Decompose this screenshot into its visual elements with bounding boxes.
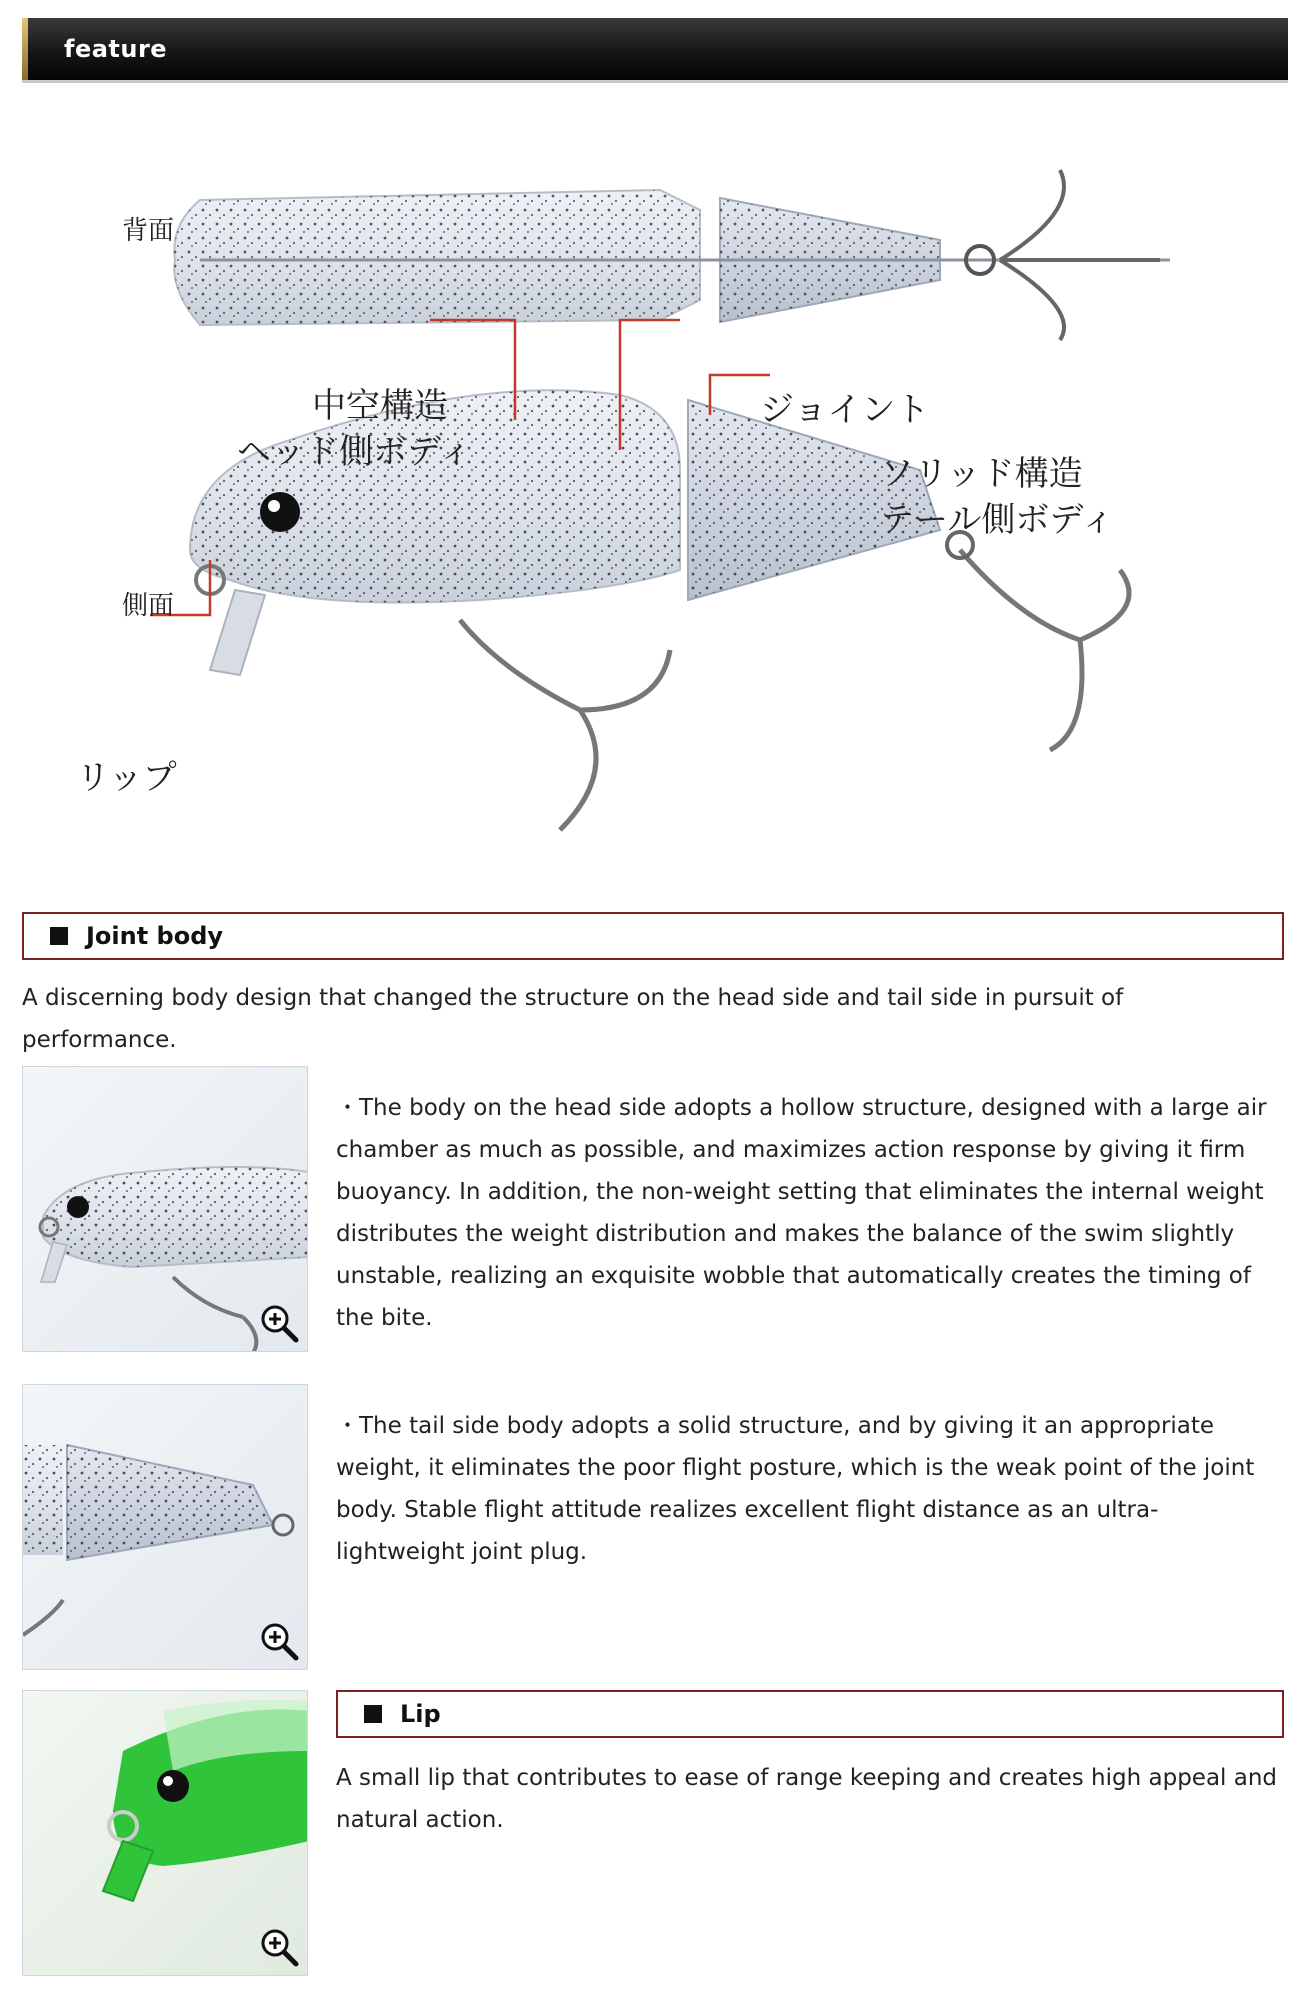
lure-diagram bbox=[60, 150, 1240, 870]
bullet-square-icon bbox=[364, 1705, 382, 1723]
thumbnail-tail-body[interactable] bbox=[22, 1384, 308, 1670]
callout-lip: リップ bbox=[76, 758, 177, 798]
zoom-in-icon[interactable] bbox=[259, 1927, 299, 1967]
callout-head-line2: ヘッド側ボディ bbox=[237, 432, 473, 472]
thumbnail-head-body[interactable] bbox=[22, 1066, 308, 1352]
zoom-in-icon[interactable] bbox=[259, 1621, 299, 1661]
joint-body-intro: A discerning body design that changed the structure on the head side and tail side in pursuit of performance. bbox=[22, 985, 1124, 1053]
header-accent bbox=[22, 18, 28, 80]
section-title-lip: Lip bbox=[400, 1700, 441, 1728]
section-header-joint-body bbox=[22, 912, 1284, 960]
section-header-lip bbox=[336, 1690, 1284, 1738]
callout-tail-line2: テール側ボディ bbox=[880, 500, 1115, 540]
header-title: feature bbox=[64, 35, 168, 63]
zoom-in-icon[interactable] bbox=[259, 1303, 299, 1343]
callout-tail-line1: ソリッド構造 bbox=[880, 454, 1083, 494]
joint-body-item-2-text: ・The tail side body adopts a solid structure, and by giving it an appropriate weight, it eliminates the poor flight posture, which is the weak point of the joint body. Stable flight attitude realizes excellent flight distance as an ultra-lightweight joint plug. bbox=[336, 1413, 1255, 1565]
bullet-square-icon bbox=[50, 927, 68, 945]
label-side-view: 側面 bbox=[122, 591, 175, 621]
callout-joint: ジョイント bbox=[760, 390, 930, 430]
callout-head-line1: 中空構造 bbox=[312, 386, 448, 426]
lip-description: A small lip that contributes to ease of range keeping and creates high appeal and natural action. bbox=[336, 1765, 1278, 1833]
section-title-joint-body: Joint body bbox=[86, 922, 224, 950]
top-view-lure bbox=[174, 170, 1170, 340]
feature-header-bar bbox=[22, 18, 1288, 83]
joint-body-item-1-text: ・The body on the head side adopts a hollow structure, designed with a large air chamber as much as possible, and maximizes action response by giving it firm buoyancy. In addition, the non-weight setting that eliminates the internal weight distributes the weight distribution and makes the balance of the swim slightly unstable, realizing an exquisite wobble that automatically creates the timing of the bite. bbox=[336, 1095, 1267, 1331]
thumbnail-lip[interactable] bbox=[22, 1690, 308, 1976]
label-top-view: 背面 bbox=[122, 216, 175, 246]
